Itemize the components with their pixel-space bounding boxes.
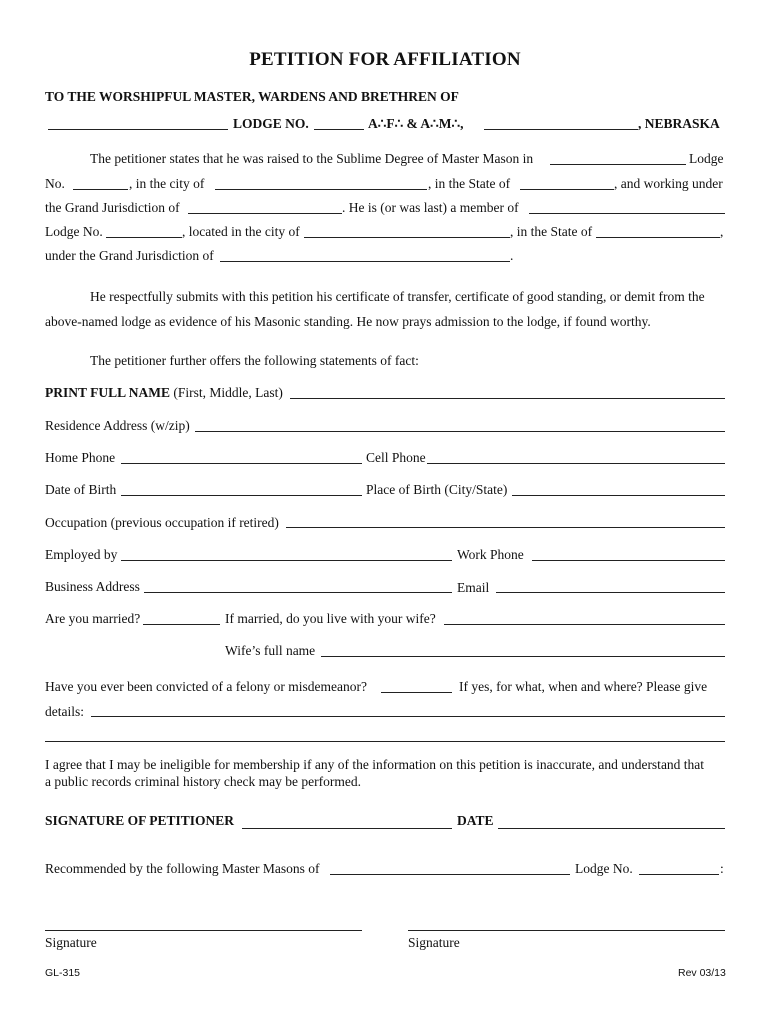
member-jurisdiction-field[interactable] [220,261,510,262]
raised-state-field[interactable] [520,189,614,190]
member-state-field[interactable] [596,237,720,238]
further-text: The petitioner further offers the following statements of fact: [90,353,419,368]
lodge-no-field[interactable] [314,129,364,130]
signature-label: SIGNATURE OF PETITIONER [45,813,235,828]
work-phone-field[interactable] [532,560,725,561]
cell-phone-label: Cell Phone [366,450,426,465]
signature-right-label: Signature [408,935,460,950]
recommend-colon: : [720,861,724,876]
intro-text: The petitioner states that he was raised to the Sublime Degree of Master Mason in [90,151,534,166]
intro-text: Lodge [689,151,724,166]
agreement-text: a public records criminal history check may be performed. [45,774,362,789]
form-number: GL-315 [45,967,81,979]
nebraska-label: , NEBRASKA [638,116,720,131]
pob-field[interactable] [512,495,725,496]
date-label: DATE [457,813,494,828]
submits-text: He respectfully submits with this petition his certificate of transfer, certificate of good standing, or demit from the [90,289,705,304]
intro-text: the Grand Jurisdiction of [45,200,180,215]
wife-name-field[interactable] [321,656,725,657]
home-phone-label: Home Phone [45,450,116,465]
recommend-lodge-no-field[interactable] [639,874,719,875]
signature-line-right[interactable] [408,930,725,931]
residence-field[interactable] [195,431,725,432]
wife-name-label: Wife’s full name [225,643,316,658]
recommend-lodge-no-label: Lodge No. [575,861,633,876]
signature-left-label: Signature [45,935,97,950]
agreement-text: I agree that I may be ineligible for membership if any of the information on this petition is inaccurate, and understand that [45,757,705,772]
revision: Rev 03/13 [678,967,726,979]
intro-text: , in the State of [510,224,593,239]
intro-text: , located in the city of [182,224,300,239]
intro-text: , in the State of [428,176,511,191]
intro-text: No. [45,176,65,191]
grand-jurisdiction-field[interactable] [188,213,342,214]
married-label: Are you married? [45,611,141,626]
page-title: PETITION FOR AFFILIATION [249,49,521,70]
full-name-field[interactable] [290,398,725,399]
email-field[interactable] [496,592,725,593]
business-address-label: Business Address [45,579,140,594]
dob-field[interactable] [121,495,362,496]
email-label: Email [457,580,490,595]
raised-lodge-field[interactable] [550,164,686,165]
intro-text: , [720,224,724,239]
intro-text: , and working under [614,176,723,191]
employed-by-label: Employed by [45,547,118,562]
intro-text: Lodge No. [45,224,103,239]
lodge-no-label: LODGE NO. [233,116,309,131]
recommend-label: Recommended by the following Master Masons of [45,861,320,876]
raised-lodge-no-field[interactable] [73,189,128,190]
live-with-wife-label: If married, do you live with your wife? [225,611,436,626]
signature-line-left[interactable] [45,930,362,931]
addressee-line: TO THE WORSHIPFUL MASTER, WARDENS AND BRETHREN OF [45,89,459,104]
occupation-label: Occupation (previous occupation if retired) [45,515,279,530]
felony-field[interactable] [381,692,452,693]
married-field[interactable] [143,624,220,625]
business-address-field[interactable] [144,592,452,593]
intro-text: . [510,248,514,263]
member-lodge-no-field[interactable] [106,237,182,238]
residence-label: Residence Address (w/zip) [45,418,190,433]
submits-text: above-named lodge as evidence of his Masonic standing. He now prays admission to the lodge, if found worthy. [45,314,651,329]
recommend-lodge-field[interactable] [330,874,570,875]
afam-label: A∴F∴ & A∴M∴, [368,116,464,131]
if-yes-label: If yes, for what, when and where? Please give [459,679,708,694]
signature-field[interactable] [242,828,452,829]
lodge-name-field[interactable] [48,129,228,130]
occupation-field[interactable] [286,527,725,528]
full-name-label: PRINT FULL NAME (First, Middle, Last) [45,385,283,400]
employed-by-field[interactable] [121,560,452,561]
intro-text: under the Grand Jurisdiction of [45,248,214,263]
member-city-field[interactable] [304,237,510,238]
home-phone-field[interactable] [121,463,362,464]
details-field[interactable] [91,716,725,717]
work-phone-label: Work Phone [457,547,524,562]
intro-text: . He is (or was last) a member of [342,200,519,215]
details-label: details: [45,704,84,719]
cell-phone-field[interactable] [427,463,725,464]
dob-label: Date of Birth [45,482,117,497]
pob-label: Place of Birth (City/State) [366,482,508,497]
town-field[interactable] [484,129,638,130]
raised-city-field[interactable] [215,189,427,190]
member-of-field[interactable] [529,213,725,214]
live-with-wife-field[interactable] [444,624,725,625]
date-field[interactable] [498,828,725,829]
felony-label: Have you ever been convicted of a felony or misdemeanor? [45,679,367,694]
details-field-line-2[interactable] [45,741,725,742]
intro-text: , in the city of [129,176,205,191]
